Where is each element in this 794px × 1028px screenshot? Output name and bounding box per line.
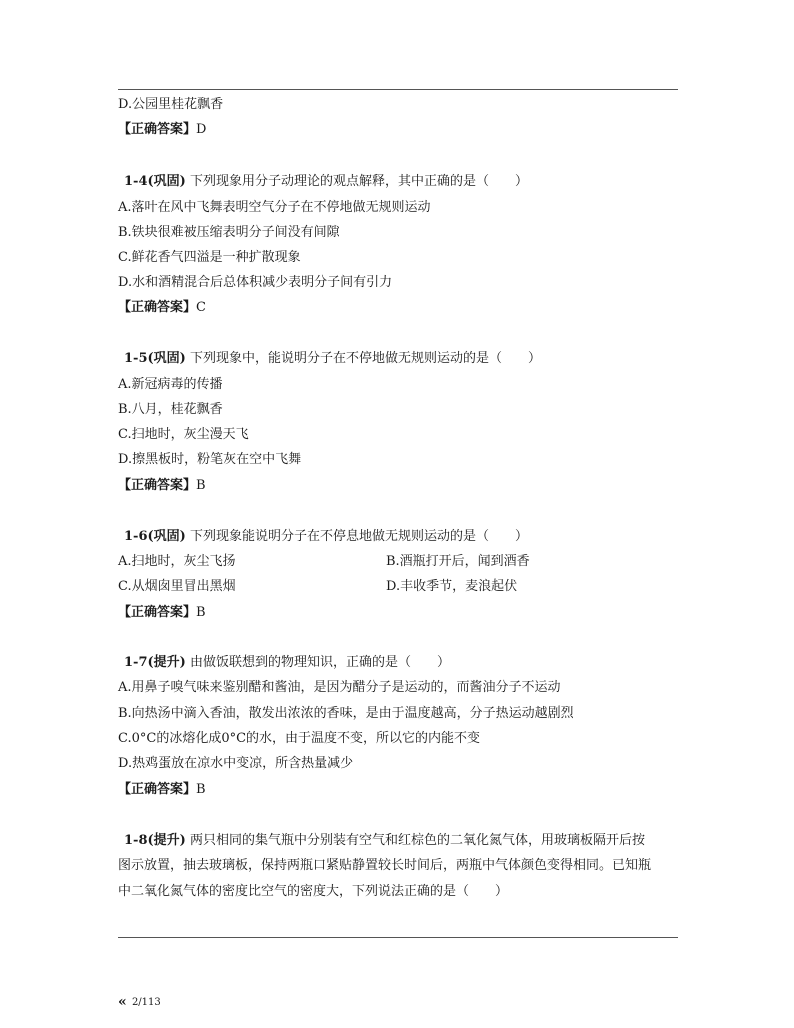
question-stem [124, 174, 528, 190]
option-b: B.铁块很难被压缩表明分子间没有间隙 [118, 225, 340, 240]
option-c: C.0°C的冰熔化成0°C的水，由于温度不变，所以它的内能不变 [118, 731, 481, 746]
question-text-line: 图示放置，抽去玻璃板，保持两瓶口紧贴静置较长时间后，两瓶中气体颜色变得相同。已知瓶 [118, 858, 652, 873]
option-d: D.热鸡蛋放在凉水中变凉，所含热量减少 [118, 756, 354, 771]
footer-rule [118, 937, 678, 938]
question-text-line: 中二氧化氮气体的密度比空气的密度大，下列说法正确的是（ ） [118, 884, 509, 899]
question-level: (提升) [147, 833, 186, 848]
question-number: 1-5 [124, 351, 148, 366]
answer-label: 【正确答案】 [118, 605, 197, 620]
page-footer [118, 996, 161, 1009]
option-b: B.向热汤中滴入香油，散发出浓浓的香味，是由于温度越高，分子热运动越剧烈 [118, 706, 574, 721]
question-level: (巩固) [147, 351, 186, 366]
question-stem [124, 529, 528, 545]
header-rule [118, 89, 678, 90]
answer-value: B [196, 605, 206, 620]
option-c: C.扫地时，灰尘漫天飞 [118, 427, 249, 442]
answer-value: B [196, 478, 206, 493]
option-c: C.从烟囱里冒出黑烟 [118, 579, 236, 594]
question-level: (巩固) [147, 174, 186, 189]
option-b: B.酒瓶打开后，闻到酒香 [386, 554, 530, 569]
option-a: A.用鼻子嗅气味来鉴别醋和酱油，是因为醋分子是运动的，而酱油分子不运动 [118, 680, 561, 695]
question-stem [124, 833, 645, 849]
question-level: (提升) [147, 655, 186, 670]
answer [118, 605, 206, 621]
question-level: (巩固) [147, 529, 186, 544]
answer-value: D [196, 122, 207, 137]
option-a: A.新冠病毒的传播 [118, 377, 223, 392]
answer-label: 【正确答案】 [118, 478, 197, 493]
option-d: D.丰收季节，麦浪起伏 [386, 579, 518, 594]
option-d: D.水和酒精混合后总体积减少表明分子间有引力 [118, 275, 393, 290]
answer-label: 【正确答案】 [118, 300, 197, 315]
answer [118, 478, 206, 494]
answer [118, 782, 206, 798]
option-d: D.擦黑板时，粉笔灰在空中飞舞 [118, 452, 302, 467]
option-c: C.鲜花香气四溢是一种扩散现象 [118, 250, 301, 265]
prev-answer [118, 122, 206, 138]
question-number: 1-8 [124, 833, 148, 848]
answer-label: 【正确答案】 [118, 122, 197, 137]
question-text: 由做饭联想到的物理知识，正确的是（ ） [189, 655, 450, 670]
answer [118, 300, 206, 316]
page-number: 2/113 [131, 997, 161, 1008]
question-text: 下列现象中，能说明分子在不停地做无规则运动的是（ ） [189, 351, 541, 366]
answer-value: B [196, 782, 206, 797]
option-a: A.落叶在风中飞舞表明空气分子在不停地做无规则运动 [118, 200, 431, 215]
question-text: 下列现象用分子动理论的观点解释，其中正确的是（ ） [189, 174, 528, 189]
question-number: 1-4 [124, 174, 148, 189]
answer-label: 【正确答案】 [118, 782, 197, 797]
option-b: B.八月，桂花飘香 [118, 402, 223, 417]
option-a: A.扫地时，灰尘飞扬 [118, 554, 236, 569]
answer-value: C [196, 300, 206, 315]
question-text: 下列现象能说明分子在不停息地做无规则运动的是（ ） [189, 529, 528, 544]
double-chevron-left-icon: « [118, 994, 127, 1010]
question-number: 1-7 [124, 655, 148, 670]
question-stem [124, 351, 541, 367]
question-number: 1-6 [124, 529, 148, 544]
prev-option-d: D.公园里桂花飘香 [118, 97, 224, 112]
question-stem [124, 655, 450, 671]
question-text: 两只相同的集气瓶中分别装有空气和红棕色的二氧化氮气体，用玻璃板隔开后按 [189, 833, 645, 848]
